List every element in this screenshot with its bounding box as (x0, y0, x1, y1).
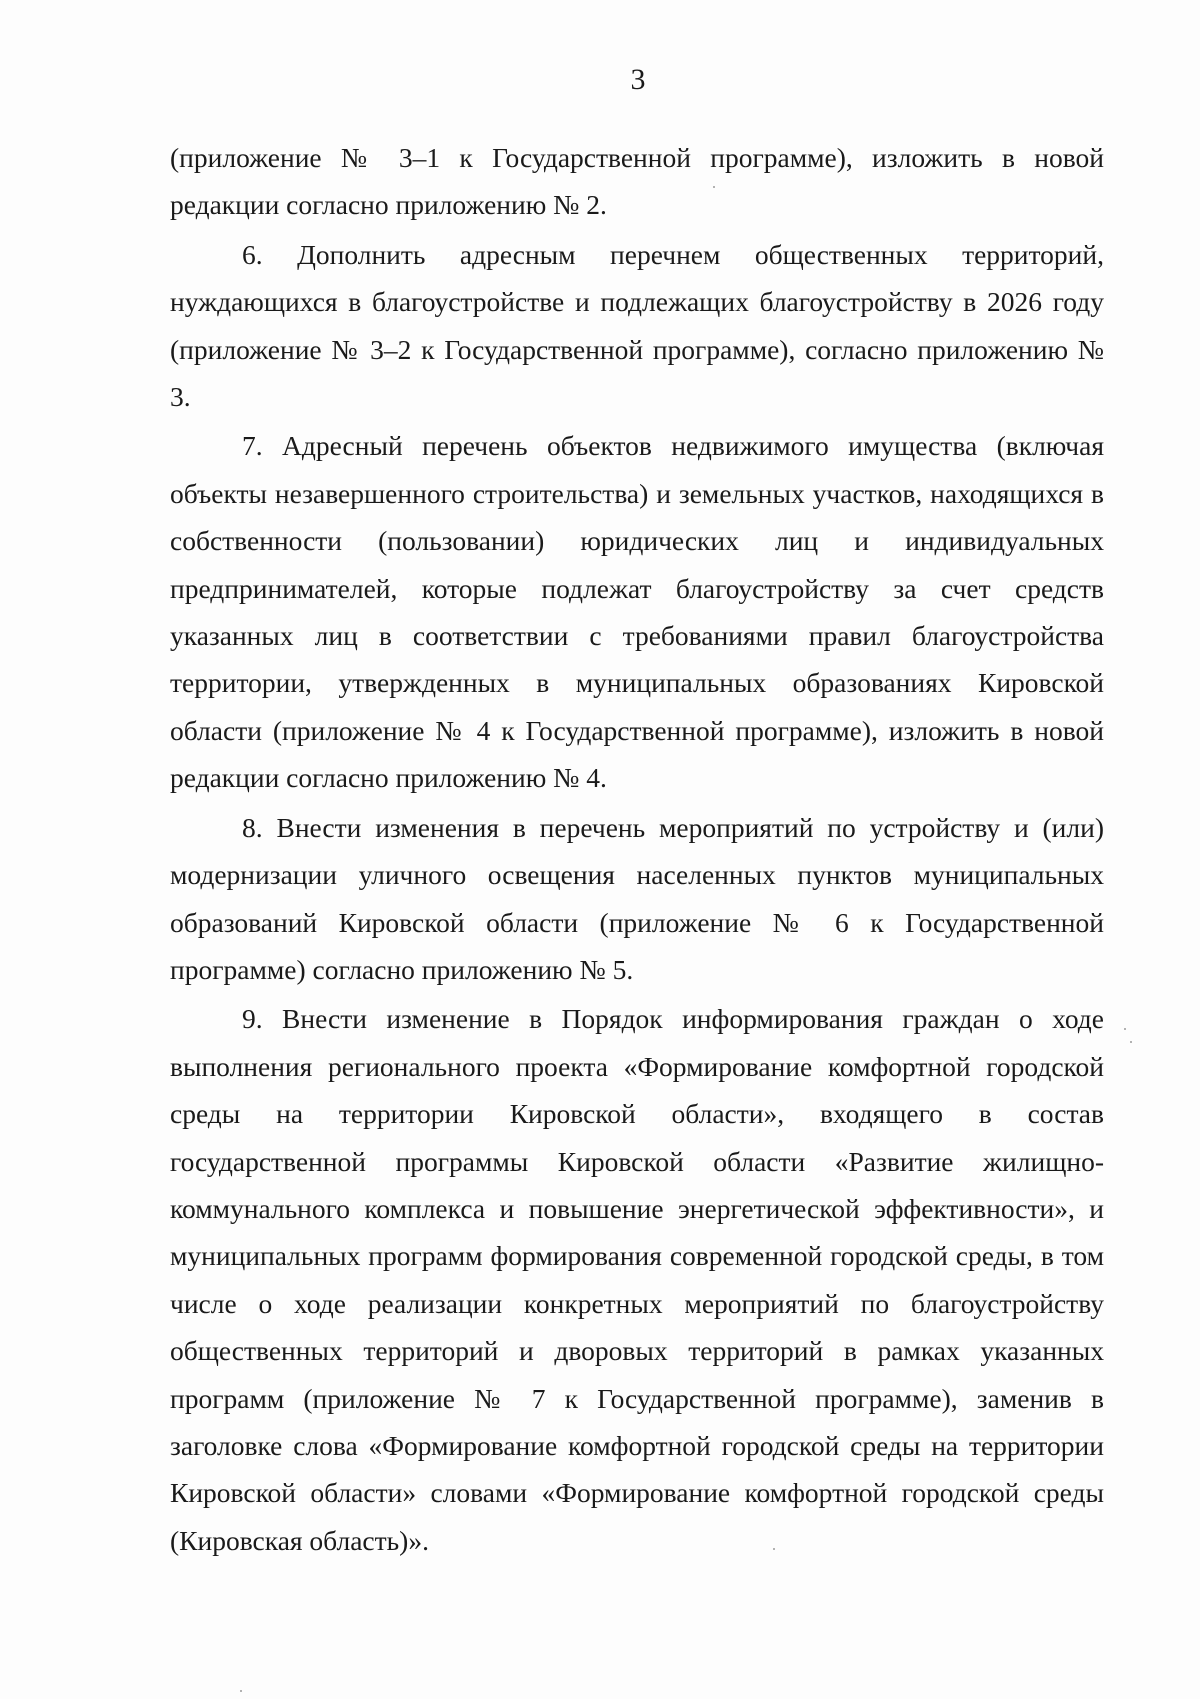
page-number: 3 (630, 63, 646, 96)
paragraph-item-9: 9. Внести изменение в Порядок информирования граждан о ходе выполнения регионального проекта «Формирование комфортной городской среды на территории Кировской области», входящего в состав государственной программы Кировской области «Развитие жилищно-коммунального комплекса и повышение энергетической эффективности», и муниципальных программ формирования современной городской среды, в том числе о ходе реализации конкретных мероприятий по благоустройству общественных территорий и дворовых территорий в рамках указанных программ (приложение № 7 к Государственной программе), заменив в заголовке слова «Формирование комфортной городской среды на территории Кировской области» словами «Формирование комфортной городской среды (Кировская область)». (170, 1003, 1104, 1556)
scan-artifact (773, 1548, 775, 1550)
paragraph-item-6: 6. Дополнить адресным перечнем общественных территорий, нуждающихся в благоустройстве и подлежащих благоустройству в 2026 году (приложение № 3–2 к Государственной программе), согласно приложению № 3. (170, 238, 1104, 413)
scan-artifact (713, 186, 715, 188)
paragraph-item-7: 7. Адресный перечень объектов недвижимого имущества (включая объекты незавершенного строительства) и земельных участков, находящихся в собственности (пользовании) юридических лиц и индивидуальных предпринимателей, которые подлежат благоустройству за счет средств указанных лиц в соответствии с требованиями правил благоустройства территории, утвержденных в муниципальных образованиях Кировской области (приложение № 4 к Государственной программе), изложить в новой редакции согласно приложению № 4. (170, 430, 1104, 794)
paragraph-continuation: (приложение № 3–1 к Государственной программе), изложить в новой редакции согласно приложению № 2. (170, 142, 1104, 221)
paragraph-item-8: 8. Внести изменения в перечень мероприятий по устройству и (или) модернизации уличного освещения населенных пунктов муниципальных образований Кировской области (приложение № 6 к Государственной программе) согласно приложению № 5. (170, 811, 1104, 985)
document-body (170, 134, 1104, 1564)
scan-artifact (1124, 1028, 1126, 1030)
scan-artifact (1130, 1041, 1132, 1043)
scan-artifact (240, 1690, 242, 1692)
